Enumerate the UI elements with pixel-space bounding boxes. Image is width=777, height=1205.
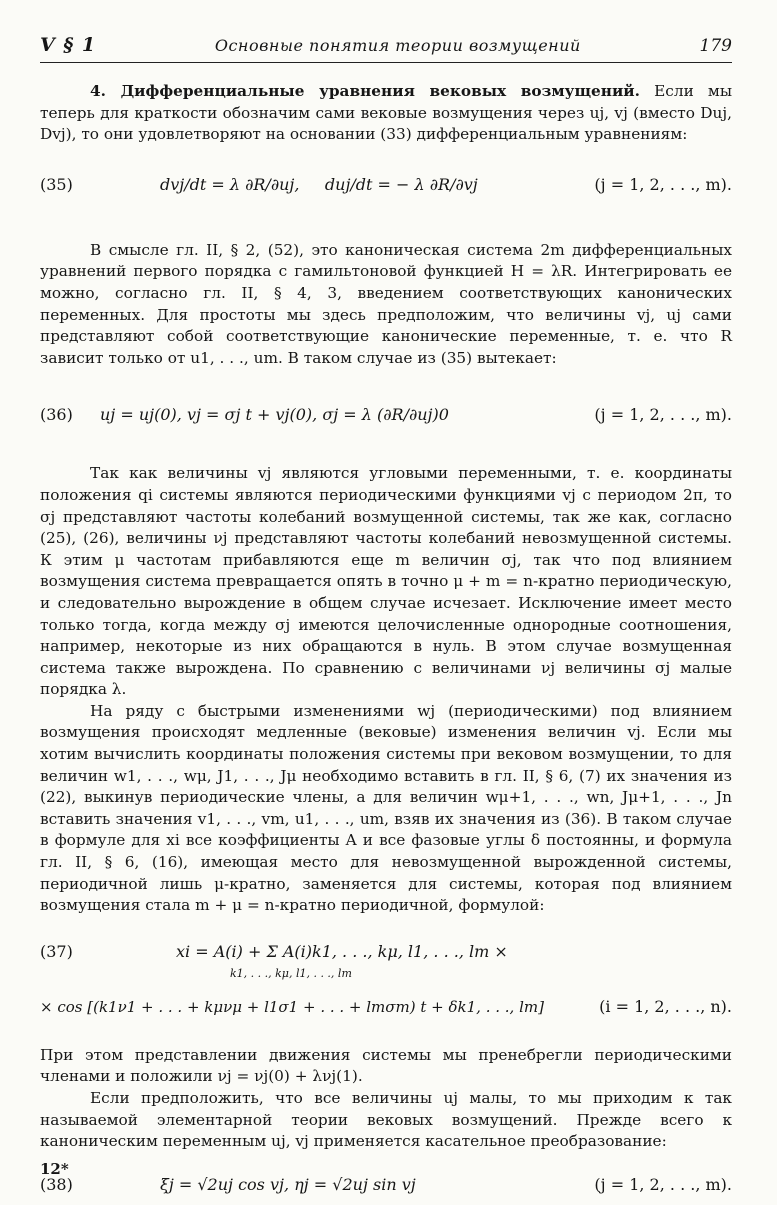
paragraph-canonical-system: В смысле гл. II, § 2, (52), это каноническая система 2m дифференциальных уравнений первого порядка с гамильтоновой функцией H = λR. Интегрировать ее можно, согласно гл. II, § 4, 3, введением соответствующих канонических переменных. Для простоты мы здесь предположим, что величины vj, uj сами представляют собой соответствующие канонические переменные, т. е. что R зависит только от u1, . . ., um. В таком случае из (35) вытекает: xyxy=(40,240,732,367)
equation-condition: (j = 1, 2, . . ., m). xyxy=(594,175,732,195)
equation-condition: (j = 1, 2, . . ., m). xyxy=(594,404,732,424)
equation-36 xyxy=(40,391,732,437)
section-4-paragraph xyxy=(40,81,732,146)
section-4-heading: 4. Дифференциальные уравнения вековых возмущений. xyxy=(90,82,640,100)
equation-35 xyxy=(40,160,732,210)
page-number: 179 xyxy=(699,36,732,56)
equation-number: (36) xyxy=(40,404,73,424)
paragraph-secular-changes: На ряду с быстрыми изменениями wj (периодическими) под влиянием возмущения происходят медленные (вековые) изменения величин vj. Если мы хотим вычислить координаты положения системы при вековом возмущении, то для величин w1, . . ., wμ, J1, . . ., Jμ необходимо вставить в гл. II, § 6, (7) их значения из (22), выкинув периодические члены, а для величин wμ+1, . . ., wn, Jμ+1, . . ., Jn вставить значения v1, . . ., vm, u1, . . ., um, взяв их значения из (36). В таком случае в формуле для xi все коэффициенты A и все фазовые углы δ постоянны, и формула гл. II, § 6, (16), имеющая место для невозмущенной вырожденной системы, периодичной лишь μ-кратно, заменяется для системы, которая под влиянием возмущения стала m + μ = n-кратно периодичной, формулой: xyxy=(40,701,732,915)
equation-number: (38) xyxy=(40,1175,73,1195)
paragraph-representation: При этом представлении движения системы мы пренебрегли периодическими членами и положили νj = νj(0) + λνj(1). xyxy=(40,1045,732,1086)
equation-left: dvj/dt = λ ∂R/∂uj, xyxy=(160,175,300,195)
equation-line-1: xi = A(i) + Σ A(i)k1, . . ., kμ, l1, . . ., lm × xyxy=(176,942,508,962)
equation-body: ξj = √2uj cos vj, ηj = √2uj sin vj xyxy=(160,1175,416,1195)
equation-condition: (i = 1, 2, . . ., n). xyxy=(599,997,732,1017)
paragraph-frequencies: Так как величины vj являются угловыми переменными, т. е. координаты положения qi системы являются периодическими функциями vj с периодом 2π, то σj представляют частоты колебаний возмущенной системы, так же как, согласно (25), (26), величины νj представляют частоты колебаний невозмущенной системы. К этим μ частотам прибавляются еще m величин σj, так что под влиянием возмущения система превращается опять в точно μ + m = n-кратно периодическую, и следовательно вырождение в общем случае исчезает. Исключение имеет место только тогда, когда между σj имеются целочисленные однородные соотношения, например, некоторые из них обращаются в нуль. В этом случае возмущенная система также вырождена. По сравнению с величинами νj величины σj малые порядка λ. xyxy=(40,464,732,699)
running-header xyxy=(40,34,732,63)
equation-number: (35) xyxy=(40,175,73,195)
equation-body xyxy=(160,175,594,194)
equation-38 xyxy=(40,1165,732,1205)
equation-number: (37) xyxy=(40,942,73,962)
page-content xyxy=(40,34,732,1205)
header-title: Основные понятия теории возмущений xyxy=(214,36,581,55)
equation-37 xyxy=(40,931,732,1017)
equation-line-2: × cos [(k1ν1 + . . . + kμνμ + l1σ1 + . . . + lmσm) t + δk1, . . ., lm] xyxy=(40,997,544,1016)
equation-condition: (j = 1, 2, . . ., m). xyxy=(594,1175,732,1195)
section-label: V § 1 xyxy=(40,34,97,56)
equation-right: duj/dt = − λ ∂R/∂vj xyxy=(324,175,478,195)
section-4-text: Если мы теперь для краткости обозначим сами вековые возмущения через uj, vj (вместо Duj, Dvj), то они удовлетворяют на основании (33) дифференциальным уравнениям: xyxy=(40,82,732,144)
paragraph-elementary-theory: Если предположить, что все величины uj малы, то мы приходим к так называемой элементарной теории вековых возмущений. Прежде всего к каноническим переменным uj, vj применяется касательное преобразование: xyxy=(40,1089,732,1151)
equation-body: uj = uj(0), vj = σj t + vj(0), σj = λ (∂R/∂uj)0 xyxy=(100,404,449,424)
signature-mark: 12* xyxy=(40,1160,69,1178)
sum-subscript: k1, . . ., kμ, l1, . . ., lm xyxy=(230,966,352,980)
